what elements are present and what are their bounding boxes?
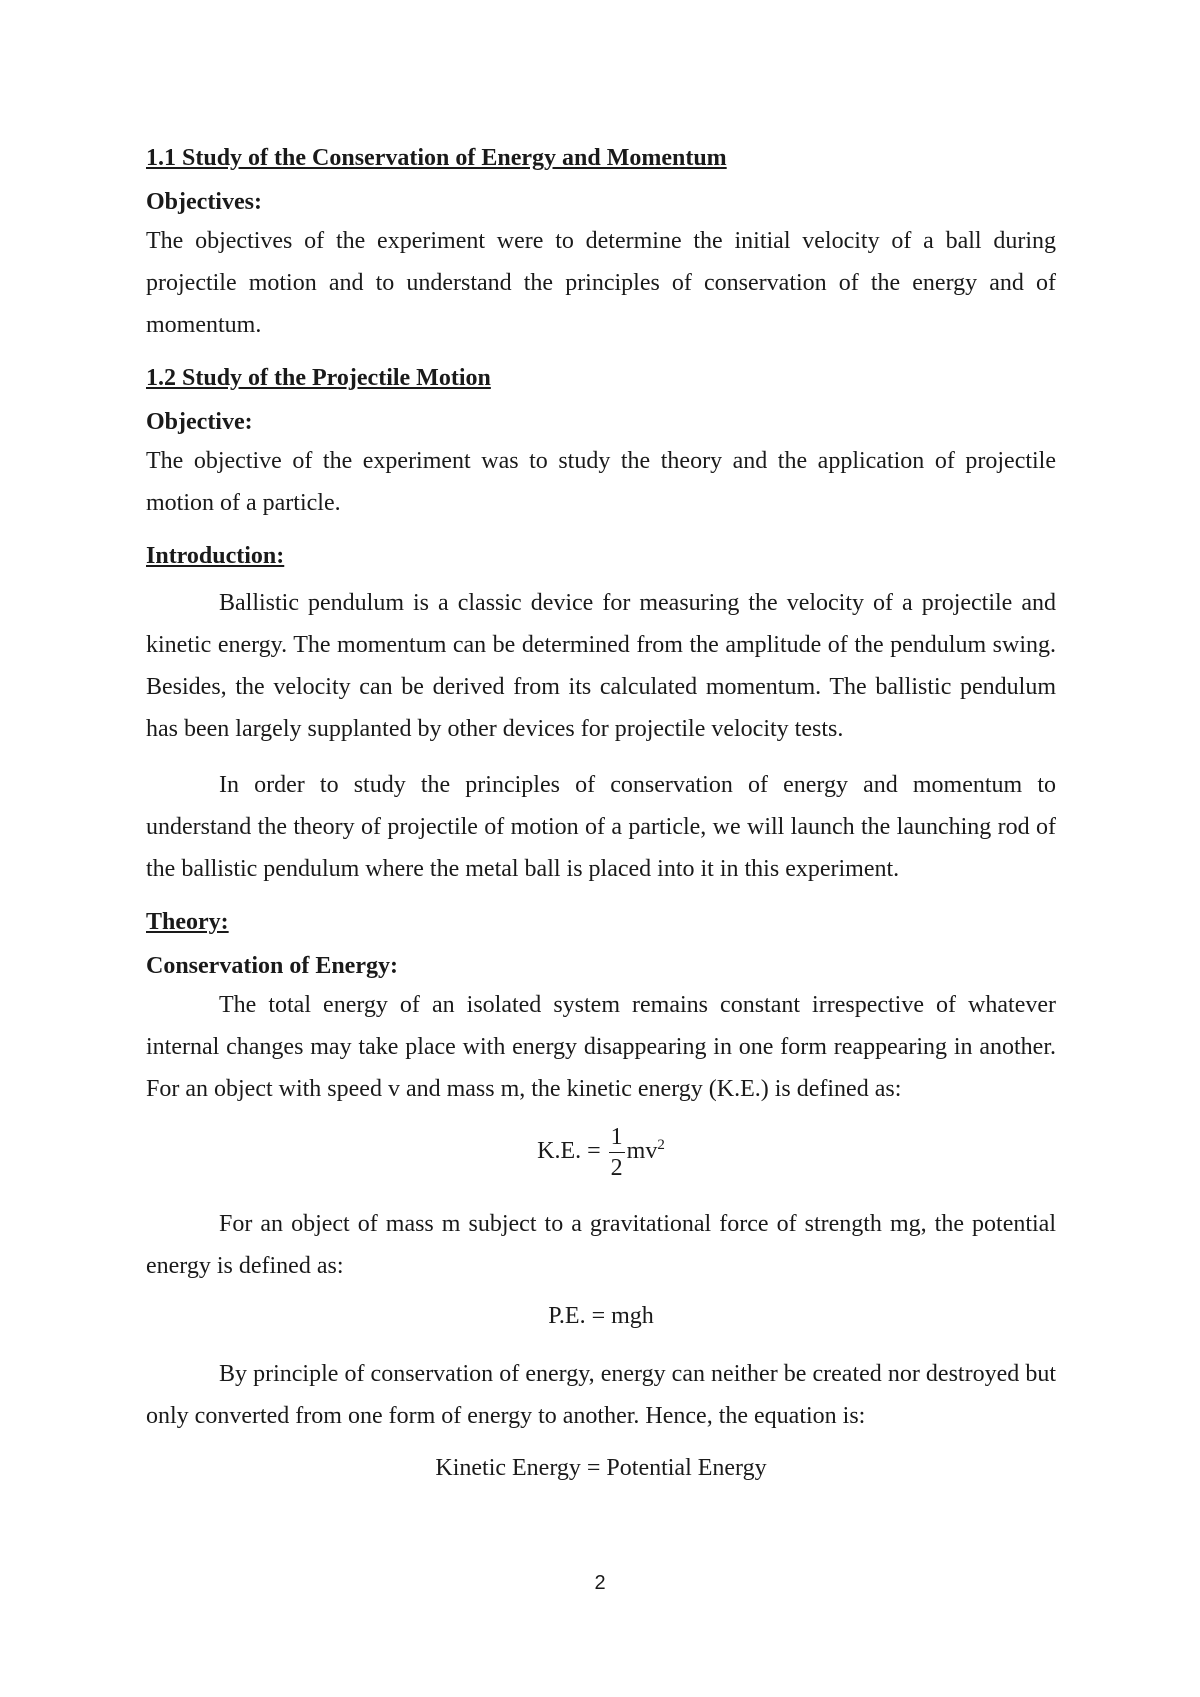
introduction-heading: Introduction:	[146, 543, 285, 569]
conservation-of-energy-subheading: Conservation of Energy:	[146, 953, 398, 979]
ke-fraction	[609, 1122, 625, 1183]
page-number: 2	[594, 1572, 606, 1594]
kinetic-energy-equation	[146, 1122, 1056, 1183]
objectives-label: Objectives:	[146, 189, 262, 215]
objective-text: The objective of the experiment was to study the theory and the application of projectile motion of a particle.	[146, 448, 1056, 516]
introduction-paragraph-1: Ballistic pendulum is a classic device for measuring the velocity of a projectile and kinetic energy. The momentum can be determined from the amplitude of the pendulum swing. Besides, the velocity can be derived from its calculated momentum. The ballistic pendulum has been largely supplanted by other devices for projectile velocity tests.	[146, 590, 1056, 742]
document-page	[146, 140, 1056, 1489]
objectives-text: The objectives of the experiment were to determine the initial velocity of a ball during projectile motion and to understand the principles of conservation of the energy and of momentum.	[146, 228, 1056, 338]
energy-balance-equation: Kinetic Energy = Potential Energy	[435, 1455, 767, 1481]
ke-exponent: 2	[657, 1137, 665, 1154]
introduction-paragraph-2: In order to study the principles of conservation of energy and momentum to understand the theory of projectile of motion of a particle, we will launch the launching rod of the ballistic pendulum where the metal ball is placed into it in this experiment.	[146, 772, 1056, 882]
theory-paragraph-1: The total energy of an isolated system remains constant irrespective of whatever internal changes may take place with energy disappearing in one form reappearing in another. For an object with speed v and mass m, the kinetic energy (K.E.) is defined as:	[146, 992, 1056, 1102]
ke-fraction-denominator: 2	[610, 1155, 623, 1181]
potential-energy-equation: P.E. = mgh	[548, 1303, 654, 1329]
theory-paragraph-2: For an object of mass m subject to a gravitational force of strength mg, the potential energy is defined as:	[146, 1211, 1056, 1279]
theory-paragraph-3: By principle of conservation of energy, energy can neither be created nor destroyed but only converted from one form of energy to another. Hence, the equation is:	[146, 1361, 1056, 1429]
ke-rhs: mv	[626, 1138, 658, 1165]
ke-fraction-numerator: 1	[609, 1122, 625, 1153]
ke-lhs: K.E. =	[537, 1138, 601, 1165]
objective-label: Objective:	[146, 409, 253, 435]
section-1-2-heading: 1.2 Study of the Projectile Motion	[146, 365, 491, 391]
section-1-1-heading: 1.1 Study of the Conservation of Energy and Momentum	[146, 145, 727, 171]
theory-heading: Theory:	[146, 909, 229, 935]
